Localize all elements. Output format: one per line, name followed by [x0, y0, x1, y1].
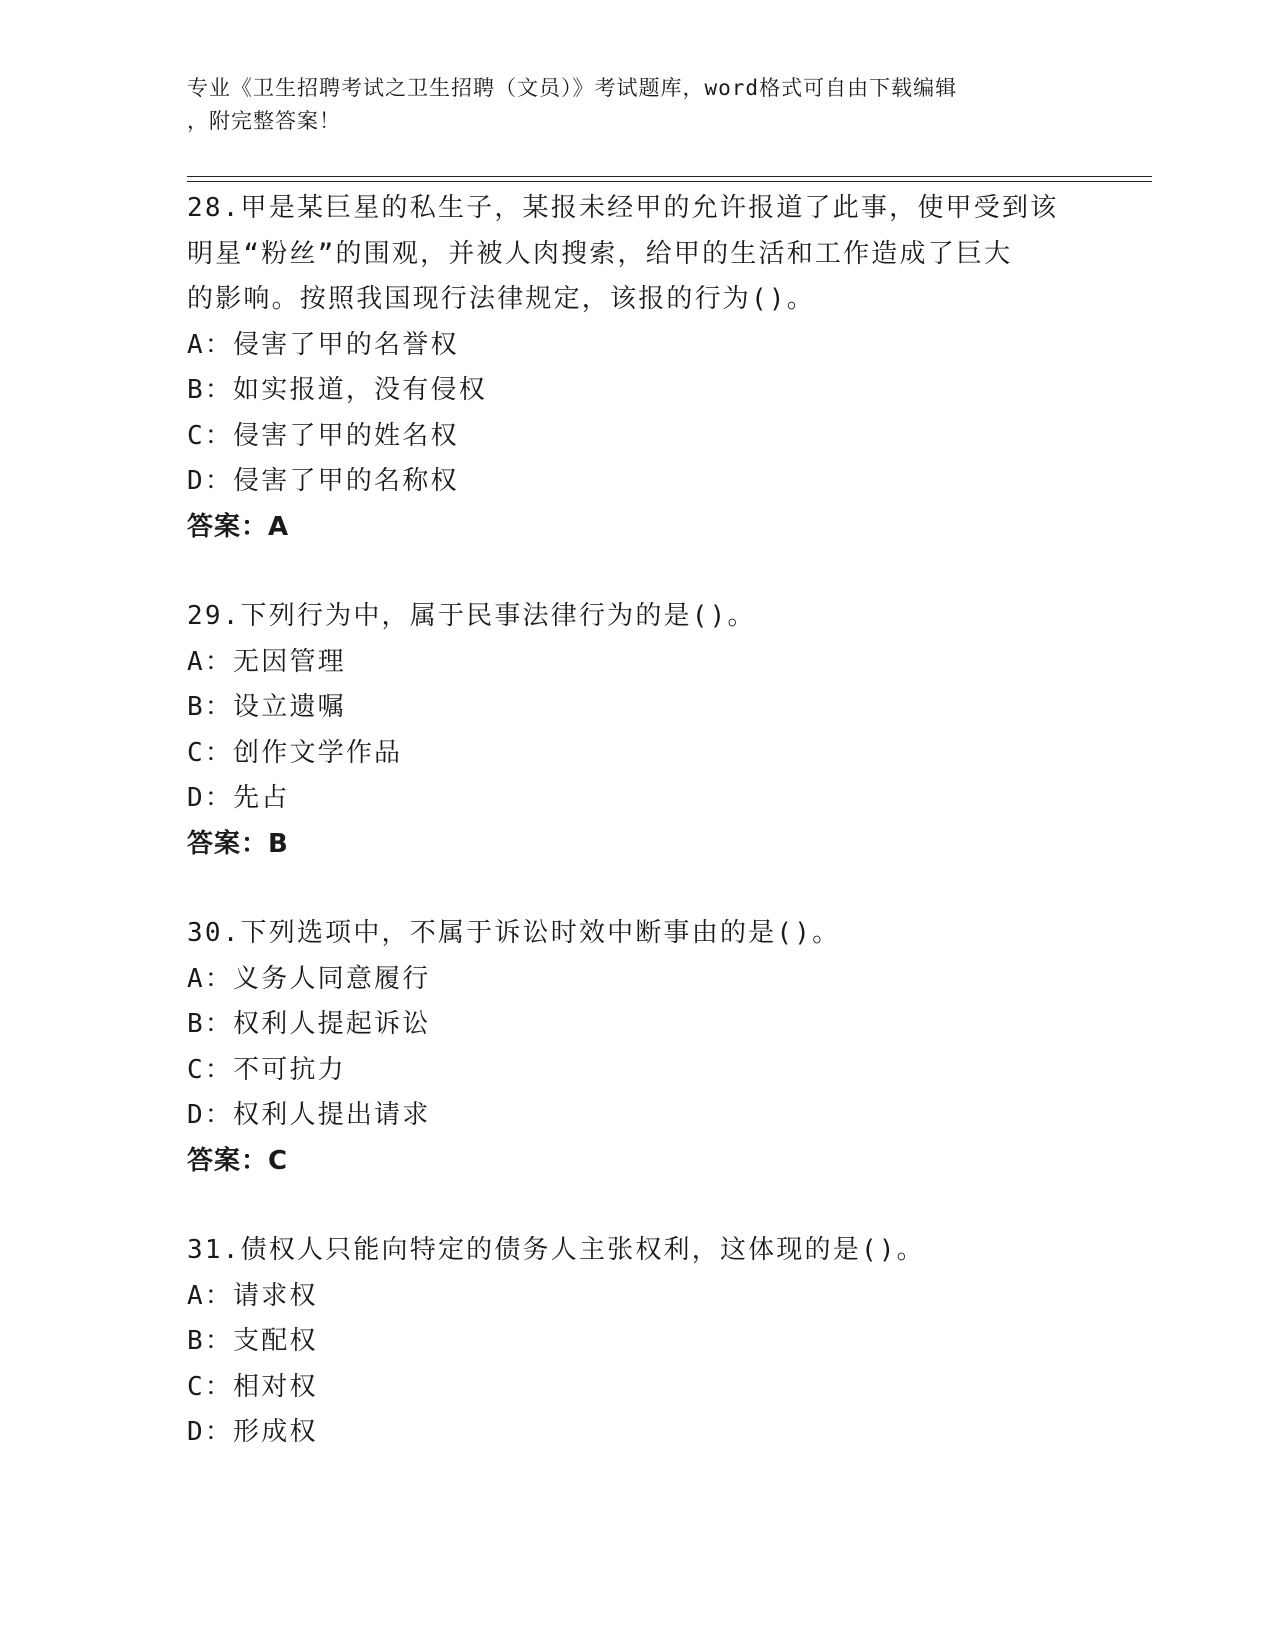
question-31: [187, 1228, 1087, 1456]
option-a: A：请求权: [187, 1280, 318, 1311]
option-d: D：先占: [187, 783, 290, 813]
option-d: D：权利人提出请求: [187, 1100, 431, 1130]
question-stem-line: 29.下列行为中，属于民事法律行为的是()。: [187, 601, 756, 631]
document-header: [187, 72, 1067, 138]
option-c: C：相对权: [187, 1371, 318, 1402]
header-divider-bottom: [187, 181, 1152, 182]
answer-label: 答案：B: [187, 828, 289, 859]
option-b: B：权利人提起诉讼: [187, 1009, 431, 1039]
option-c: C：创作文学作品: [187, 737, 403, 768]
header-divider-top: [187, 176, 1152, 177]
question-29: [187, 594, 1087, 867]
option-b: B：如实报道，没有侵权: [187, 375, 487, 405]
question-stem-line: 31.债权人只能向特定的债务人主张权利，这体现的是()。: [187, 1235, 925, 1265]
answer-label: 答案：C: [187, 1145, 289, 1176]
option-d: D：形成权: [187, 1417, 318, 1447]
question-stem-line: 明星“粉丝”的围观，并被人肉搜索，给甲的生活和工作造成了巨大: [187, 238, 1013, 269]
question-stem-line: 28.甲是某巨星的私生子，某报未经甲的允许报道了此事，使甲受到该: [187, 193, 1059, 223]
header-line-1: 专业《卫生招聘考试之卫生招聘（文员）》考试题库，word格式可自由下载编辑: [187, 76, 958, 100]
question-stem-line: 的影响。按照我国现行法律规定，该报的行为()。: [187, 284, 815, 314]
option-c: C：不可抗力: [187, 1054, 346, 1085]
option-a: A：义务人同意履行: [187, 963, 431, 994]
option-d: D：侵害了甲的名称权: [187, 466, 459, 496]
question-list: [187, 186, 1087, 1500]
option-a: A：无因管理: [187, 646, 346, 677]
question-28: [187, 186, 1087, 550]
question-30: [187, 911, 1087, 1184]
option-b: B：支配权: [187, 1326, 318, 1356]
question-stem-line: 30.下列选项中，不属于诉讼时效中断事由的是()。: [187, 918, 841, 948]
option-a: A：侵害了甲的名誉权: [187, 329, 459, 360]
option-b: B：设立遗嘱: [187, 692, 346, 722]
header-line-2: ，附完整答案！: [187, 109, 341, 133]
answer-label: 答案：A: [187, 511, 290, 542]
option-c: C：侵害了甲的姓名权: [187, 420, 459, 451]
